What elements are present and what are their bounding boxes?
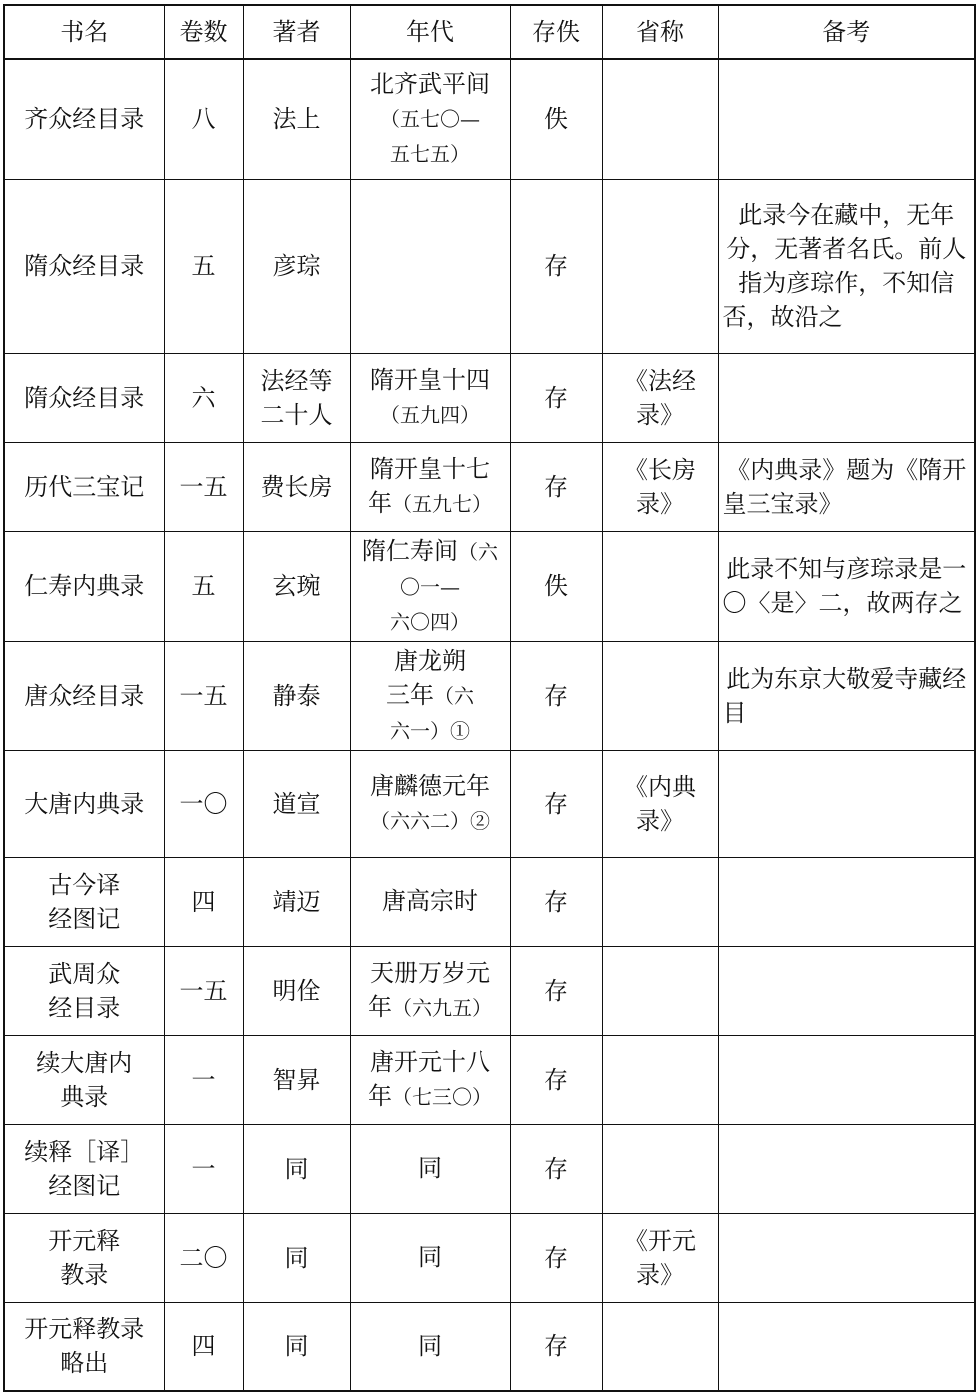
cell-author <box>243 946 350 1035</box>
period-text: 同 <box>418 1243 442 1271</box>
cell-status-text: 存 <box>544 383 568 412</box>
cell-period <box>350 946 510 1035</box>
cell-period <box>350 857 510 946</box>
period-text: 唐开元十八 年 <box>368 1048 490 1110</box>
cell-status <box>510 1124 602 1213</box>
cell-title <box>4 531 164 641</box>
cell-status <box>510 531 602 641</box>
cell-volumes <box>164 59 243 179</box>
cell-title-text: 仁寿内典录 <box>24 572 145 600</box>
cell-short-name <box>602 946 718 1035</box>
cell-title <box>4 946 164 1035</box>
cell-title-text: 开元释 教录 <box>48 1226 121 1289</box>
cell-author <box>243 531 350 641</box>
cell-status-text: 佚 <box>544 572 568 600</box>
cell-remark <box>718 750 975 857</box>
cell-title-text: 大唐内典录 <box>24 789 145 818</box>
cell-title <box>4 641 164 750</box>
cell-status-text: 存 <box>544 1332 568 1361</box>
cell-status-text: 存 <box>544 789 568 818</box>
cell-volumes-text: 一五 <box>179 681 228 710</box>
cell-author <box>243 179 350 353</box>
cell-volumes-text: 四 <box>191 1332 216 1361</box>
cell-short-name <box>602 857 718 946</box>
cell-period <box>350 442 510 531</box>
cell-period <box>350 59 510 179</box>
period-years-text: （六六二）② <box>370 809 490 833</box>
cell-author-text: 静泰 <box>272 681 321 710</box>
cell-author-text: 同 <box>284 1332 309 1361</box>
period-text: 北齐武平间 <box>370 70 490 99</box>
period-text: 天册万岁元 年 <box>368 959 490 1021</box>
cell-volumes-text: 六 <box>191 383 216 412</box>
cell-author-text: 同 <box>284 1243 309 1272</box>
cell-period <box>350 641 510 750</box>
cell-period <box>350 1035 510 1124</box>
cell-author <box>243 353 350 442</box>
cell-short-name <box>602 750 718 857</box>
cell-status-text: 存 <box>544 681 568 710</box>
cell-short-name-text: 《开元录》 <box>624 1226 696 1289</box>
cell-short-name <box>602 179 718 353</box>
period-text: 唐麟德元年 <box>370 772 490 800</box>
cell-volumes-text: 一五 <box>179 472 228 501</box>
cell-remark <box>718 442 975 531</box>
cell-short-name <box>602 531 718 641</box>
cell-status <box>510 641 602 750</box>
period-years-text: （五九四） <box>380 403 480 427</box>
cell-period <box>350 531 510 641</box>
period-text: 同 <box>418 1331 442 1360</box>
cell-title <box>4 1213 164 1302</box>
table-row <box>4 1124 975 1213</box>
period-text: 唐龙朔 三年 <box>386 646 466 709</box>
cell-status-text: 存 <box>544 472 568 501</box>
cell-author <box>243 1124 350 1213</box>
cell-remark <box>718 1124 975 1213</box>
cell-status <box>510 442 602 531</box>
cell-author-text: 靖迈 <box>272 887 321 916</box>
cell-title <box>4 353 164 442</box>
table-row <box>4 442 975 531</box>
cell-volumes <box>164 946 243 1035</box>
cell-remark <box>718 1213 975 1302</box>
catalog-table <box>3 4 976 1392</box>
cell-remark <box>718 179 975 353</box>
header-status: 存佚 <box>510 5 602 59</box>
cell-period <box>350 1302 510 1391</box>
cell-remark <box>718 59 975 179</box>
cell-status <box>510 59 602 179</box>
cell-volumes <box>164 1302 243 1391</box>
cell-author <box>243 750 350 857</box>
cell-title-text: 隋众经目录 <box>24 252 145 280</box>
cell-title <box>4 750 164 857</box>
cell-status-text: 存 <box>544 1243 568 1272</box>
cell-short-name <box>602 442 718 531</box>
cell-short-name <box>602 353 718 442</box>
cell-volumes <box>164 641 243 750</box>
cell-status <box>510 750 602 857</box>
cell-period <box>350 179 510 353</box>
cell-volumes-text: 五 <box>191 252 216 280</box>
cell-status <box>510 946 602 1035</box>
header-title: 书名 <box>4 5 164 59</box>
table-row <box>4 179 975 353</box>
cell-status <box>510 179 602 353</box>
table-row <box>4 641 975 750</box>
cell-remark-text: 《内典录》题为《隋开皇三宝录》 <box>722 455 967 518</box>
cell-author <box>243 1213 350 1302</box>
period-years-text: （五九七） <box>392 492 492 516</box>
cell-remark-text: 此为东京大敬爱寺藏经目 <box>722 664 967 727</box>
table-body <box>4 59 975 1391</box>
cell-remark <box>718 946 975 1035</box>
cell-author-text: 费长房 <box>260 472 333 501</box>
cell-status-text: 佚 <box>544 105 568 134</box>
table-row <box>4 750 975 857</box>
period-text: 隋仁寿间 <box>362 536 458 565</box>
cell-remark <box>718 857 975 946</box>
cell-author <box>243 1035 350 1124</box>
cell-remark-text: 此录不知与彦琮录是一〇〈是〉二，故两存之 <box>722 555 967 617</box>
cell-short-name-text: 《长房录》 <box>624 455 696 518</box>
cell-volumes-text: 五 <box>191 572 216 600</box>
cell-volumes <box>164 531 243 641</box>
cell-status <box>510 1302 602 1391</box>
cell-volumes-text: 八 <box>191 105 216 134</box>
cell-short-name-text: 《法经录》 <box>624 366 696 429</box>
cell-period <box>350 1124 510 1213</box>
cell-volumes-text: 二〇 <box>179 1243 228 1272</box>
cell-period <box>350 1213 510 1302</box>
period-text: 隋开皇十七 年 <box>368 455 490 517</box>
header-volumes: 卷数 <box>164 5 243 59</box>
cell-period <box>350 353 510 442</box>
cell-title-text: 续大唐内 典录 <box>36 1048 133 1111</box>
period-years-text: （六 六一）① <box>390 683 474 743</box>
cell-status-text: 存 <box>544 887 568 916</box>
cell-author <box>243 59 350 179</box>
cell-title <box>4 59 164 179</box>
cell-remark-text: 此录今在藏中，无年分，无著者名氏。前人指为彦琮作，不知信否，故沿之 <box>722 201 967 331</box>
cell-author-text: 法上 <box>272 105 321 134</box>
cell-author <box>243 442 350 531</box>
cell-volumes <box>164 442 243 531</box>
cell-author-text: 道宣 <box>272 789 321 818</box>
cell-title <box>4 442 164 531</box>
cell-remark <box>718 531 975 641</box>
header-row <box>4 5 975 59</box>
cell-status <box>510 1213 602 1302</box>
period-years-text: （七三〇） <box>392 1085 492 1109</box>
cell-title <box>4 179 164 353</box>
cell-author <box>243 857 350 946</box>
cell-author-text: 法经等 二十人 <box>260 366 333 429</box>
cell-title <box>4 1302 164 1391</box>
cell-volumes <box>164 353 243 442</box>
cell-title <box>4 1035 164 1124</box>
cell-short-name <box>602 641 718 750</box>
cell-status-text: 存 <box>544 976 568 1005</box>
header-short-name: 省称 <box>602 5 718 59</box>
table-row <box>4 1213 975 1302</box>
cell-short-name-text: 《内典录》 <box>624 772 696 835</box>
cell-title-text: 唐众经目录 <box>24 681 145 710</box>
cell-period <box>350 750 510 857</box>
header-author: 著者 <box>243 5 350 59</box>
cell-status-text: 存 <box>544 1065 568 1094</box>
header-period: 年代 <box>350 5 510 59</box>
cell-volumes-text: 一〇 <box>179 789 228 818</box>
period-years-text: （六〇一— 六〇四） <box>390 539 498 634</box>
cell-title-text: 武周众 经目录 <box>48 959 121 1022</box>
cell-volumes-text: 一五 <box>179 976 228 1005</box>
cell-author-text: 智昇 <box>272 1065 321 1094</box>
cell-author <box>243 641 350 750</box>
cell-title-text: 开元释教录 略出 <box>24 1315 145 1378</box>
period-years-text: （五七〇— 五七五） <box>380 107 480 167</box>
cell-title-text: 齐众经目录 <box>24 105 145 134</box>
period-text: 同 <box>418 1154 442 1182</box>
cell-author-text: 玄琬 <box>272 572 321 600</box>
cell-volumes <box>164 1124 243 1213</box>
cell-volumes <box>164 750 243 857</box>
cell-volumes <box>164 1035 243 1124</box>
cell-short-name <box>602 59 718 179</box>
cell-author-text: 同 <box>284 1154 309 1183</box>
cell-title <box>4 1124 164 1213</box>
cell-short-name <box>602 1124 718 1213</box>
cell-status <box>510 353 602 442</box>
cell-short-name <box>602 1213 718 1302</box>
header-remark: 备考 <box>718 5 975 59</box>
table-row <box>4 946 975 1035</box>
cell-remark <box>718 1302 975 1391</box>
table-header <box>4 5 975 59</box>
cell-author <box>243 1302 350 1391</box>
cell-title-text: 历代三宝记 <box>24 472 145 501</box>
cell-title-text: 古今译 经图记 <box>48 870 121 933</box>
cell-short-name <box>602 1035 718 1124</box>
cell-author-text: 彦琮 <box>272 252 321 280</box>
cell-remark <box>718 641 975 750</box>
cell-title <box>4 857 164 946</box>
table-row <box>4 59 975 179</box>
cell-volumes <box>164 857 243 946</box>
cell-remark <box>718 1035 975 1124</box>
table-row <box>4 531 975 641</box>
table-row <box>4 857 975 946</box>
table-row <box>4 1035 975 1124</box>
cell-volumes-text: 一 <box>191 1154 216 1183</box>
cell-status <box>510 1035 602 1124</box>
cell-volumes <box>164 1213 243 1302</box>
cell-remark <box>718 353 975 442</box>
period-years-text: （六九五） <box>392 996 492 1020</box>
table-row <box>4 1302 975 1391</box>
period-text: 隋开皇十四 <box>370 366 490 394</box>
period-text: 唐高宗时 <box>382 887 478 915</box>
cell-title-text: 隋众经目录 <box>24 383 145 412</box>
table-row <box>4 353 975 442</box>
cell-volumes <box>164 179 243 353</box>
cell-volumes-text: 四 <box>191 887 216 916</box>
cell-status-text: 存 <box>544 252 568 280</box>
cell-status <box>510 857 602 946</box>
cell-status-text: 存 <box>544 1154 568 1183</box>
cell-title-text: 续释［译］ 经图记 <box>24 1137 145 1200</box>
cell-volumes-text: 一 <box>191 1065 216 1094</box>
cell-author-text: 明佺 <box>272 976 321 1005</box>
cell-short-name <box>602 1302 718 1391</box>
